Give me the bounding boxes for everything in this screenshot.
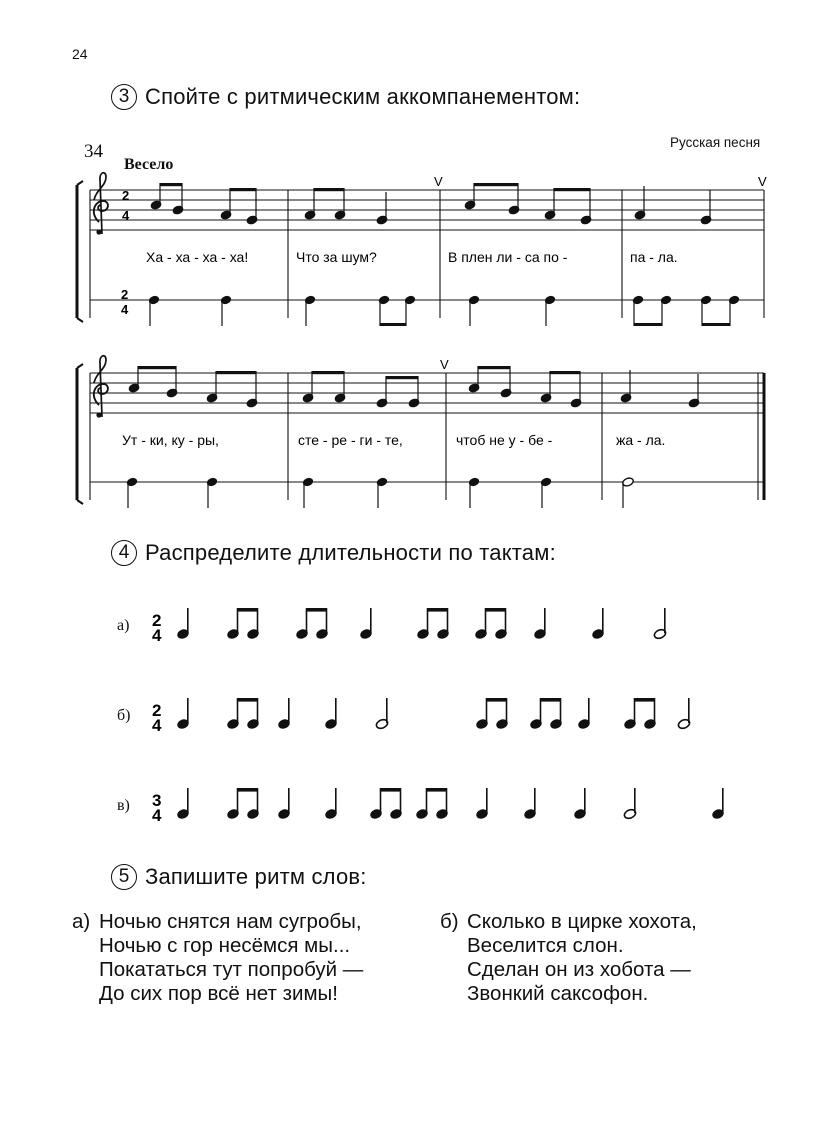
svg-text:4: 4	[152, 626, 162, 645]
exercise-4-heading	[111, 540, 556, 566]
rhythm-row-label: б)	[117, 707, 131, 724]
lyric: Что за шум?	[296, 249, 377, 265]
staff-1	[90, 190, 764, 230]
system-1-bracket	[77, 181, 83, 322]
poem-b	[440, 910, 697, 1006]
beam	[487, 698, 507, 702]
lyric: чтоб не у - бе -	[456, 432, 553, 448]
svg-text:2: 2	[152, 611, 162, 630]
time-sig-top: 2	[122, 188, 130, 203]
beam	[486, 608, 506, 612]
lyric: сте - ре - ги - те,	[298, 432, 403, 448]
svg-text:3: 3	[152, 791, 162, 810]
beam	[427, 788, 447, 792]
poem-line: Сколько в цирке хохота,	[467, 910, 697, 933]
time-sig-bottom: 4	[122, 208, 130, 223]
poem-line: Ночью снятся нам сугробы,	[99, 910, 362, 933]
svg-text:4: 4	[152, 806, 162, 825]
lyric: Ха - ха - ха - ха!	[146, 249, 249, 265]
song-source: Русская песня	[670, 135, 761, 150]
staff-2	[90, 373, 764, 413]
poem-label: б)	[440, 910, 459, 933]
poem-line: Ночью с гор несёмся мы...	[99, 934, 351, 957]
exercise-4-title: Распределите длительности по тактам:	[145, 540, 556, 565]
tempo-marking: Весело	[124, 156, 174, 173]
treble-clef-icon	[94, 173, 108, 235]
lyric: Ут - ки, ку - ры,	[122, 432, 219, 448]
exercise-4-number: 4	[111, 540, 137, 566]
breath-mark: V	[440, 357, 449, 372]
music-score	[0, 0, 816, 520]
song-number: 34	[84, 141, 103, 162]
treble-clef-icon	[94, 356, 108, 418]
exercise-3-title: Спойте с ритмическим аккомпанементом:	[145, 84, 581, 109]
poem-line: Сделан он из хобота —	[467, 958, 691, 981]
time-sig-top: 2	[121, 287, 129, 302]
system-2-bracket	[77, 364, 83, 504]
beam	[428, 608, 448, 612]
exercise-5-number: 5	[111, 864, 137, 890]
poem-line: До сих пор всё нет зимы!	[99, 982, 338, 1005]
beam	[635, 698, 655, 702]
svg-text:2: 2	[152, 701, 162, 720]
lyric: жа - ла.	[616, 432, 666, 448]
page-number: 24	[72, 46, 88, 62]
melody-line-2	[128, 366, 700, 408]
beam	[238, 608, 258, 612]
melody-line-1	[150, 183, 712, 225]
poem-a	[72, 910, 363, 1006]
time-sig-bottom: 4	[121, 302, 129, 317]
poem-line: Звонкий саксофон.	[467, 982, 649, 1005]
rhythm-row-label: в)	[117, 797, 130, 814]
poem-label: а)	[72, 910, 91, 933]
breath-mark: V	[758, 174, 767, 189]
beam	[238, 788, 258, 792]
beam	[381, 788, 401, 792]
svg-text:4: 4	[152, 716, 162, 735]
accompaniment-2	[126, 477, 634, 508]
time-signature	[152, 611, 162, 825]
rhythm-row-label: а)	[117, 617, 130, 634]
poem-line: Веселится слон.	[467, 934, 624, 957]
rhythm-rows	[0, 590, 816, 830]
beam	[541, 698, 561, 702]
breath-mark: V	[434, 174, 443, 189]
rhythm-notes	[176, 608, 724, 820]
exercise-5-title: Запишите ритм слов:	[145, 864, 367, 889]
exercise-3-number: 3	[111, 84, 137, 110]
lyric: па - ла.	[630, 249, 678, 265]
exercise-5-heading	[111, 864, 367, 890]
lyric: В плен ли - са по -	[448, 249, 568, 265]
beam	[238, 698, 258, 702]
poem-line: Покататься тут попробуй —	[99, 958, 364, 981]
beam	[307, 608, 327, 612]
